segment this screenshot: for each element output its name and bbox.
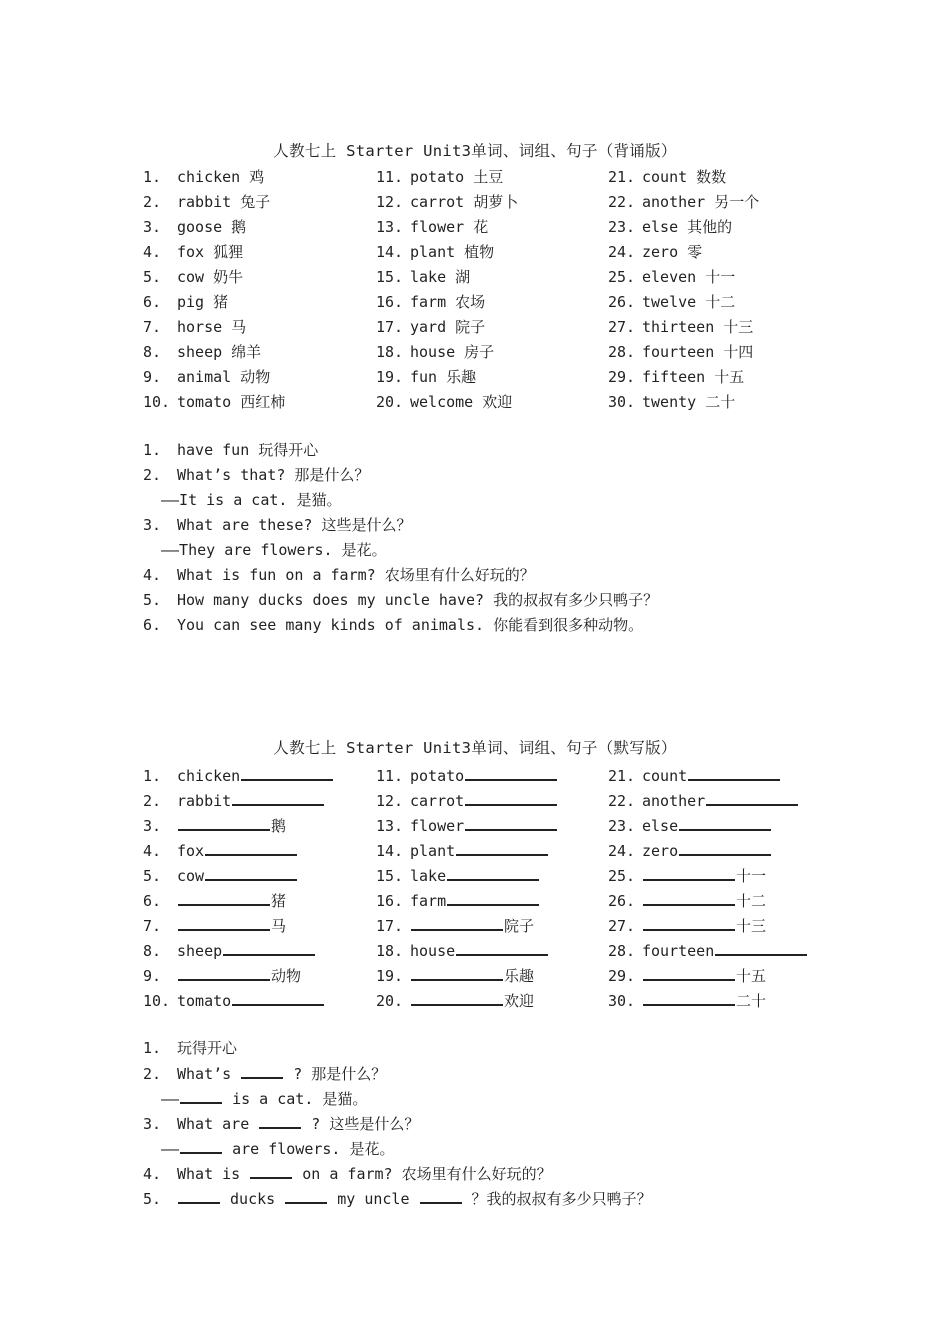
answer-blank[interactable] (178, 913, 270, 931)
dictation-item (376, 938, 606, 963)
item-number: 26. (608, 892, 636, 910)
dictation-item (608, 813, 838, 838)
answer-blank[interactable] (411, 913, 503, 931)
answer-blank[interactable] (411, 963, 503, 981)
recite-title: 人教七上 Starter Unit3单词、词组、句子（背诵版） (273, 142, 677, 160)
sentence-text: What’s that? 那是什么？ (177, 466, 370, 484)
word-text: chicken 鸡 (177, 168, 265, 186)
word-text: chicken (177, 767, 241, 785)
item-number: 27. (608, 917, 636, 935)
word-text: fun 乐趣 (410, 368, 477, 386)
answer-blank[interactable] (643, 988, 735, 1006)
word-item (143, 215, 373, 240)
word-text: else 其他的 (642, 218, 733, 236)
item-number: 24. (608, 842, 636, 860)
sentence-text: What’s (177, 1065, 241, 1083)
answer-blank[interactable] (456, 838, 548, 856)
word-item (143, 190, 373, 215)
item-number: 8. (143, 343, 162, 361)
item-number: 5. (143, 867, 162, 885)
word-item (143, 290, 373, 315)
dictation-item (608, 963, 838, 988)
dictation-item (143, 988, 373, 1013)
item-number: 3. (143, 817, 162, 835)
word-text: welcome 欢迎 (410, 393, 513, 411)
answer-blank[interactable] (643, 863, 735, 881)
sentence-text: What are these? 这些是什么？ (177, 516, 412, 534)
word-item (376, 265, 606, 290)
meaning-text: 乐趣 (504, 967, 535, 985)
dictation-item (376, 838, 606, 863)
item-number: 6. (143, 616, 162, 634)
sentence-item (143, 563, 658, 588)
answer-blank[interactable] (465, 763, 557, 781)
meaning-text: 十三 (736, 917, 767, 935)
word-item (376, 215, 606, 240)
sentence-text: is a cat. 是猫。 (223, 1090, 368, 1108)
answer-blank[interactable] (205, 838, 297, 856)
answer-blank[interactable] (180, 1136, 222, 1154)
word-item (143, 165, 373, 190)
item-number: 2. (143, 193, 162, 211)
recite-sentence-list (143, 438, 658, 638)
item-number: 12. (376, 792, 404, 810)
item-number: 14. (376, 842, 404, 860)
item-number: 18. (376, 343, 404, 361)
word-text: cow (177, 867, 205, 885)
item-number: 19. (376, 368, 404, 386)
answer-blank[interactable] (180, 1086, 222, 1104)
meaning-text: 马 (271, 917, 287, 935)
word-text: twelve 十二 (642, 293, 736, 311)
word-text: another 另一个 (642, 193, 760, 211)
word-text: farm (410, 892, 447, 910)
sentence-text: What is (177, 1165, 250, 1183)
word-item (143, 265, 373, 290)
dictation-item (376, 888, 606, 913)
meaning-text: 十一 (736, 867, 767, 885)
answer-blank[interactable] (679, 838, 771, 856)
dictation-item (143, 763, 373, 788)
answer-blank[interactable] (205, 863, 297, 881)
word-item (608, 290, 838, 315)
word-item (143, 240, 373, 265)
item-number: 8. (143, 942, 162, 960)
item-number: 11. (376, 168, 404, 186)
dictation-sentence-item (143, 1061, 652, 1086)
dictation-item (376, 763, 606, 788)
dictation-sentence-item (143, 1161, 652, 1186)
word-item (608, 165, 838, 190)
word-item (143, 340, 373, 365)
word-item (376, 290, 606, 315)
word-text: animal 动物 (177, 368, 271, 386)
item-number: 15. (376, 867, 404, 885)
dictation-word-column (608, 763, 838, 1013)
item-number: 26. (608, 293, 636, 311)
dictation-item (376, 988, 606, 1013)
word-item (376, 165, 606, 190)
word-item (608, 390, 838, 415)
dictation-item (143, 888, 373, 913)
item-number: 27. (608, 318, 636, 336)
dictation-item (608, 763, 838, 788)
word-text: fox (177, 842, 205, 860)
answer-blank[interactable] (679, 813, 771, 831)
item-number: 20. (376, 393, 404, 411)
word-item (376, 240, 606, 265)
dictation-item (376, 813, 606, 838)
item-number: 25. (608, 268, 636, 286)
word-item (143, 390, 373, 415)
item-number: 21. (608, 168, 636, 186)
item-number: 30. (608, 393, 636, 411)
item-number: 1. (143, 767, 162, 785)
item-number: 28. (608, 942, 636, 960)
word-text: count 数数 (642, 168, 727, 186)
item-number: 9. (143, 967, 162, 985)
answer-blank[interactable] (178, 1186, 220, 1204)
item-number: 2. (143, 466, 162, 484)
word-item (608, 215, 838, 240)
answer-blank[interactable] (643, 888, 735, 906)
sentence-item (143, 538, 658, 563)
dictation-item (376, 913, 606, 938)
word-item (376, 365, 606, 390)
dictation-item (143, 963, 373, 988)
word-text: potato (410, 767, 465, 785)
word-text: cow 奶牛 (177, 268, 244, 286)
word-text: goose 鹅 (177, 218, 247, 236)
dictation-item (608, 838, 838, 863)
item-number: 18. (376, 942, 404, 960)
item-number: 28. (608, 343, 636, 361)
dictation-item (376, 963, 606, 988)
dictation-item (143, 938, 373, 963)
recite-word-column (376, 165, 606, 415)
sentence-item (143, 513, 658, 538)
dictation-sentence-item (143, 1036, 652, 1061)
sentence-text: ? 这些是什么？ (302, 1115, 420, 1133)
item-number: 1. (143, 441, 162, 459)
item-number: 5. (143, 268, 162, 286)
sentence-item (143, 613, 658, 638)
sentence-text: You can see many kinds of animals. 你能看到很多种动物。 (177, 616, 644, 634)
word-item (376, 190, 606, 215)
sentence-item (143, 588, 658, 613)
meaning-text: 鹅 (271, 817, 287, 835)
word-item (608, 315, 838, 340)
word-text: carrot (410, 792, 465, 810)
word-item (376, 315, 606, 340)
sentence-text: —— (161, 1140, 180, 1158)
answer-blank[interactable] (420, 1186, 462, 1204)
word-text: fox 狐狸 (177, 243, 244, 261)
item-number: 29. (608, 967, 636, 985)
word-item (376, 340, 606, 365)
dictation-item (608, 788, 838, 813)
sentence-text: What are (177, 1115, 259, 1133)
item-number: 2. (143, 1065, 162, 1083)
sentence-text: ? 那是什么？ (284, 1065, 387, 1083)
word-text: another (642, 792, 706, 810)
word-text: horse 马 (177, 318, 247, 336)
dictation-item (143, 838, 373, 863)
dictation-item (608, 938, 838, 963)
word-text: else (642, 817, 679, 835)
item-number: 10. (143, 992, 171, 1010)
meaning-text: 院子 (504, 917, 535, 935)
dictation-item (608, 863, 838, 888)
word-item (608, 240, 838, 265)
item-number: 4. (143, 566, 162, 584)
dictation-sentence-item (143, 1111, 652, 1136)
item-number: 3. (143, 218, 162, 236)
word-text: house (410, 942, 456, 960)
word-text: plant (410, 842, 456, 860)
word-text: fourteen 十四 (642, 343, 754, 361)
meaning-text: 十二 (736, 892, 767, 910)
item-number: 22. (608, 792, 636, 810)
answer-blank[interactable] (706, 788, 798, 806)
item-number: 13. (376, 817, 404, 835)
item-number: 19. (376, 967, 404, 985)
dictation-sentence-item (143, 1136, 652, 1161)
sentence-item (143, 438, 658, 463)
dictation-sentence-item (143, 1086, 652, 1111)
dictation-item (608, 988, 838, 1013)
word-text: plant 植物 (410, 243, 495, 261)
word-item (608, 190, 838, 215)
word-text: rabbit 兔子 (177, 193, 271, 211)
meaning-text: 二十 (736, 992, 767, 1010)
answer-blank[interactable] (232, 988, 324, 1006)
item-number: 23. (608, 218, 636, 236)
word-item (608, 365, 838, 390)
item-number: 4. (143, 243, 162, 261)
word-item (608, 340, 838, 365)
word-text: flower (410, 817, 465, 835)
answer-blank[interactable] (285, 1186, 327, 1204)
item-number: 20. (376, 992, 404, 1010)
item-number: 29. (608, 368, 636, 386)
item-number: 7. (143, 917, 162, 935)
answer-blank[interactable] (259, 1111, 301, 1129)
sentence-item (143, 463, 658, 488)
sentence-item (143, 488, 658, 513)
dictation-title: 人教七上 Starter Unit3单词、词组、句子（默写版） (273, 739, 677, 757)
sentence-text: on a farm? 农场里有什么好玩的？ (293, 1165, 552, 1183)
answer-blank[interactable] (643, 963, 735, 981)
word-text: rabbit (177, 792, 232, 810)
item-number: 4. (143, 1165, 162, 1183)
answer-blank[interactable] (447, 863, 539, 881)
meaning-text: 猪 (271, 892, 287, 910)
sentence-text: are flowers. 是花。 (223, 1140, 395, 1158)
dictation-sentence-item (143, 1186, 652, 1211)
answer-blank[interactable] (447, 888, 539, 906)
answer-blank[interactable] (411, 988, 503, 1006)
item-number: 5. (143, 1190, 162, 1208)
word-text: sheep 绵羊 (177, 343, 262, 361)
item-number: 15. (376, 268, 404, 286)
word-text: house 房子 (410, 343, 495, 361)
sentence-text: —— (161, 1090, 180, 1108)
word-text: thirteen 十三 (642, 318, 754, 336)
meaning-text: 动物 (271, 967, 302, 985)
sentence-text: ——They are flowers. 是花。 (161, 541, 387, 559)
word-text: potato 土豆 (410, 168, 504, 186)
item-number: 6. (143, 293, 162, 311)
sentence-text: ——It is a cat. 是猫。 (161, 491, 342, 509)
sentence-text: have fun 玩得开心 (177, 441, 319, 459)
word-text: eleven 十一 (642, 268, 736, 286)
word-text: zero (642, 842, 679, 860)
dictation-item (376, 788, 606, 813)
item-number: 2. (143, 792, 162, 810)
answer-blank[interactable] (178, 963, 270, 981)
word-text: farm 农场 (410, 293, 486, 311)
answer-blank[interactable] (232, 788, 324, 806)
item-number: 3. (143, 516, 162, 534)
item-number: 5. (143, 591, 162, 609)
dictation-item (143, 913, 373, 938)
word-text: zero 零 (642, 243, 703, 261)
word-text: count (642, 767, 688, 785)
meaning-text: 十五 (736, 967, 767, 985)
dictation-item (143, 788, 373, 813)
item-number: 25. (608, 867, 636, 885)
item-number: 3. (143, 1115, 162, 1133)
item-number: 1. (143, 1039, 162, 1057)
meaning-text: 欢迎 (504, 992, 535, 1010)
word-text: carrot 胡萝卜 (410, 193, 519, 211)
item-number: 16. (376, 892, 404, 910)
word-text: sheep (177, 942, 223, 960)
item-number: 11. (376, 767, 404, 785)
word-item (143, 315, 373, 340)
word-text: pig 猪 (177, 293, 229, 311)
sentence-text: What is fun on a farm? 农场里有什么好玩的？ (177, 566, 535, 584)
answer-blank[interactable] (688, 763, 780, 781)
sentence-text: ducks (221, 1190, 285, 1208)
item-number: 24. (608, 243, 636, 261)
dictation-item (143, 813, 373, 838)
sentence-text: How many ducks does my uncle have? 我的叔叔有多少只鸭子？ (177, 591, 659, 609)
sentence-text: ？我的叔叔有多少只鸭子？ (462, 1190, 652, 1208)
item-number: 7. (143, 318, 162, 336)
item-number: 17. (376, 917, 404, 935)
dictation-word-column (143, 763, 373, 1013)
answer-blank[interactable] (178, 813, 270, 831)
item-number: 6. (143, 892, 162, 910)
dictation-word-column (376, 763, 606, 1013)
word-text: twenty 二十 (642, 393, 736, 411)
dictation-item (376, 863, 606, 888)
word-item (143, 365, 373, 390)
answer-blank[interactable] (178, 888, 270, 906)
item-number: 30. (608, 992, 636, 1010)
item-number: 9. (143, 368, 162, 386)
dictation-item (143, 863, 373, 888)
recite-word-column (608, 165, 838, 415)
dictation-sentence-list (143, 1036, 652, 1211)
answer-blank[interactable] (715, 938, 807, 956)
item-number: 17. (376, 318, 404, 336)
item-number: 16. (376, 293, 404, 311)
word-text: lake 湖 (410, 268, 471, 286)
word-text: tomato (177, 992, 232, 1010)
answer-blank[interactable] (465, 813, 557, 831)
item-number: 14. (376, 243, 404, 261)
item-number: 21. (608, 767, 636, 785)
item-number: 12. (376, 193, 404, 211)
sentence-text: my uncle (328, 1190, 419, 1208)
word-item (608, 265, 838, 290)
answer-blank[interactable] (465, 788, 557, 806)
item-number: 4. (143, 842, 162, 860)
recite-word-column (143, 165, 373, 415)
dictation-item (608, 888, 838, 913)
word-text: fourteen (642, 942, 715, 960)
word-text: yard 院子 (410, 318, 486, 336)
answer-blank[interactable] (456, 938, 548, 956)
item-number: 23. (608, 817, 636, 835)
word-text: fifteen 十五 (642, 368, 745, 386)
item-number: 13. (376, 218, 404, 236)
answer-blank[interactable] (241, 763, 333, 781)
sentence-text: 玩得开心 (177, 1039, 238, 1057)
dictation-item (608, 913, 838, 938)
answer-blank[interactable] (250, 1161, 292, 1179)
answer-blank[interactable] (241, 1061, 283, 1079)
word-text: tomato 西红柿 (177, 393, 286, 411)
word-text: lake (410, 867, 447, 885)
answer-blank[interactable] (643, 913, 735, 931)
answer-blank[interactable] (223, 938, 315, 956)
word-item (376, 390, 606, 415)
item-number: 10. (143, 393, 171, 411)
item-number: 1. (143, 168, 162, 186)
word-text: flower 花 (410, 218, 489, 236)
item-number: 22. (608, 193, 636, 211)
